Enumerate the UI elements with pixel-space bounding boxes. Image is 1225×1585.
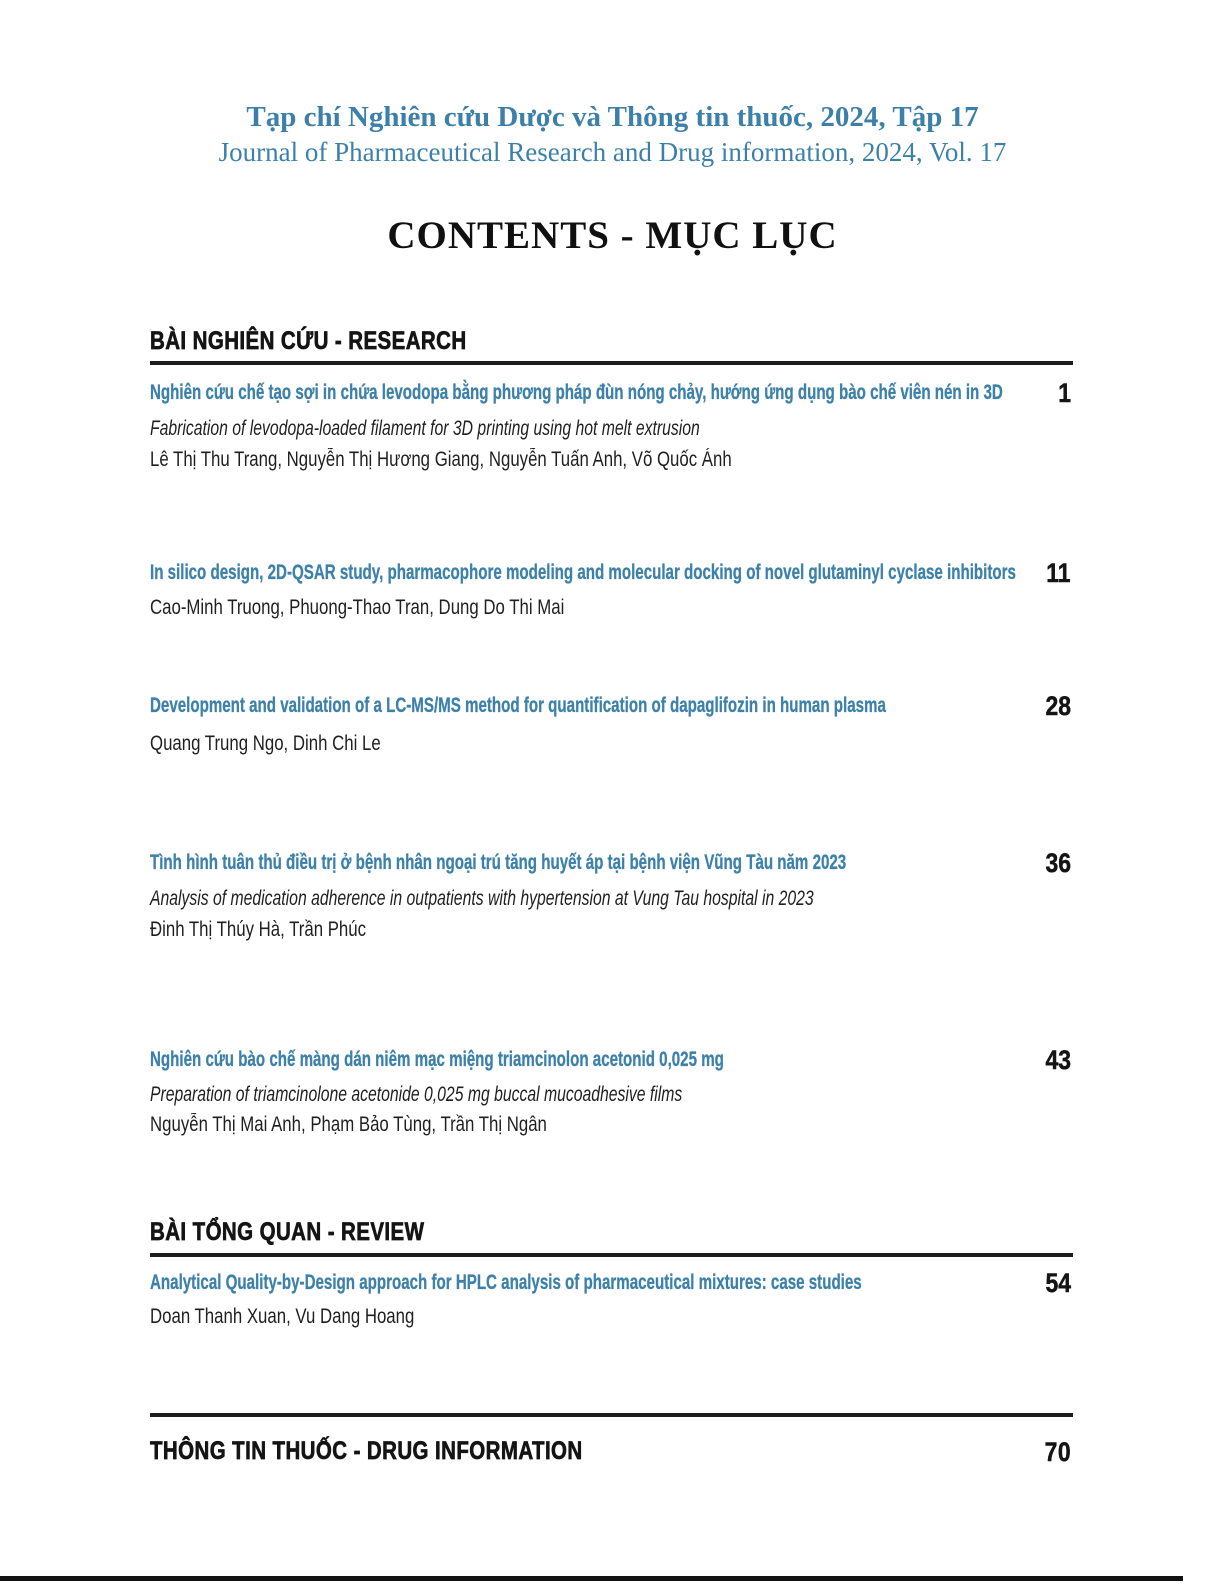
article-row [150,848,1075,878]
article-title: Nghiên cứu chế tạo sợi in chứa levodopa bằng phương pháp đùn nóng chảy, hướng ứng dụng bào chế viên nén in 3D [150,381,1003,404]
article-page-number: 54 [1045,1268,1071,1298]
article-title: Tình hình tuân thủ điều trị ở bệnh nhân ngoại trú tăng huyết áp tại bệnh viện Vũng Tàu năm 2023 [150,851,847,874]
article-title-english: Preparation of triamcinolone acetonide 0,025 mg buccal mucoadhesive films [150,1083,683,1106]
article-title-english: Fabrication of levodopa-loaded filament for 3D printing using hot melt extrusion [150,417,700,440]
page-bottom-rule [0,1576,1183,1581]
contents-heading: CONTENTS - MỤC LỤC [387,214,838,257]
section-divider [150,361,1073,365]
journal-title-vietnamese: Tạp chí Nghiên cứu Dược và Thông tin thuốc, 2024, Tập 17 [246,101,979,133]
article-row [150,378,1075,408]
article-authors: Đinh Thị Thúy Hà, Trần Phúc [150,918,367,941]
article-row [150,691,1075,721]
article-page-number: 1 [1058,378,1071,408]
article-authors: Quang Trung Ngo, Dinh Chi Le [150,732,381,755]
article-title-english: Analysis of medication adherence in outpatients with hypertension at Vung Tau hospital in 2023 [150,887,814,910]
article-authors: Lê Thị Thu Trang, Nguyễn Thị Hương Giang, Nguyễn Tuấn Anh, Võ Quốc Ánh [150,448,732,471]
section-heading-research: BÀI NGHIÊN CỨU - RESEARCH [150,327,467,355]
article-row [150,1268,1075,1298]
journal-title-english: Journal of Pharmaceutical Research and Drug information, 2024, Vol. 17 [218,137,1007,167]
article-title: In silico design, 2D-QSAR study, pharmacophore modeling and molecular docking of novel glutaminyl cyclase inhibitors [150,561,1016,584]
article-title: Development and validation of a LC-MS/MS method for quantification of dapaglifozin in human plasma [150,694,886,717]
article-page-number: 43 [1045,1045,1071,1075]
article-page-number: 11 [1046,558,1071,588]
section-heading-drug-information: THÔNG TIN THUỐC - DRUG INFORMATION 70 [150,1437,1071,1467]
article-row [150,1045,1075,1075]
section-divider [150,1253,1073,1257]
article-authors: Doan Thanh Xuan, Vu Dang Hoang [150,1305,415,1328]
article-title: Nghiên cứu bào chế màng dán niêm mạc miệng triamcinolon acetonid 0,025 mg [150,1048,724,1071]
article-title: Analytical Quality-by-Design approach for HPLC analysis of pharmaceutical mixtures: case studies [150,1271,862,1294]
article-page-number: 36 [1045,848,1071,878]
article-page-number: 28 [1045,691,1071,721]
section-page-number: 70 [1044,1437,1071,1467]
article-authors: Nguyễn Thị Mai Anh, Phạm Bảo Tùng, Trần Thị Ngân [150,1113,547,1136]
section-divider [150,1413,1073,1417]
article-authors: Cao-Minh Truong, Phuong-Thao Tran, Dung Do Thi Mai [150,596,565,619]
article-row [150,558,1075,588]
section-heading-review: BÀI TỔNG QUAN - REVIEW [150,1218,425,1246]
